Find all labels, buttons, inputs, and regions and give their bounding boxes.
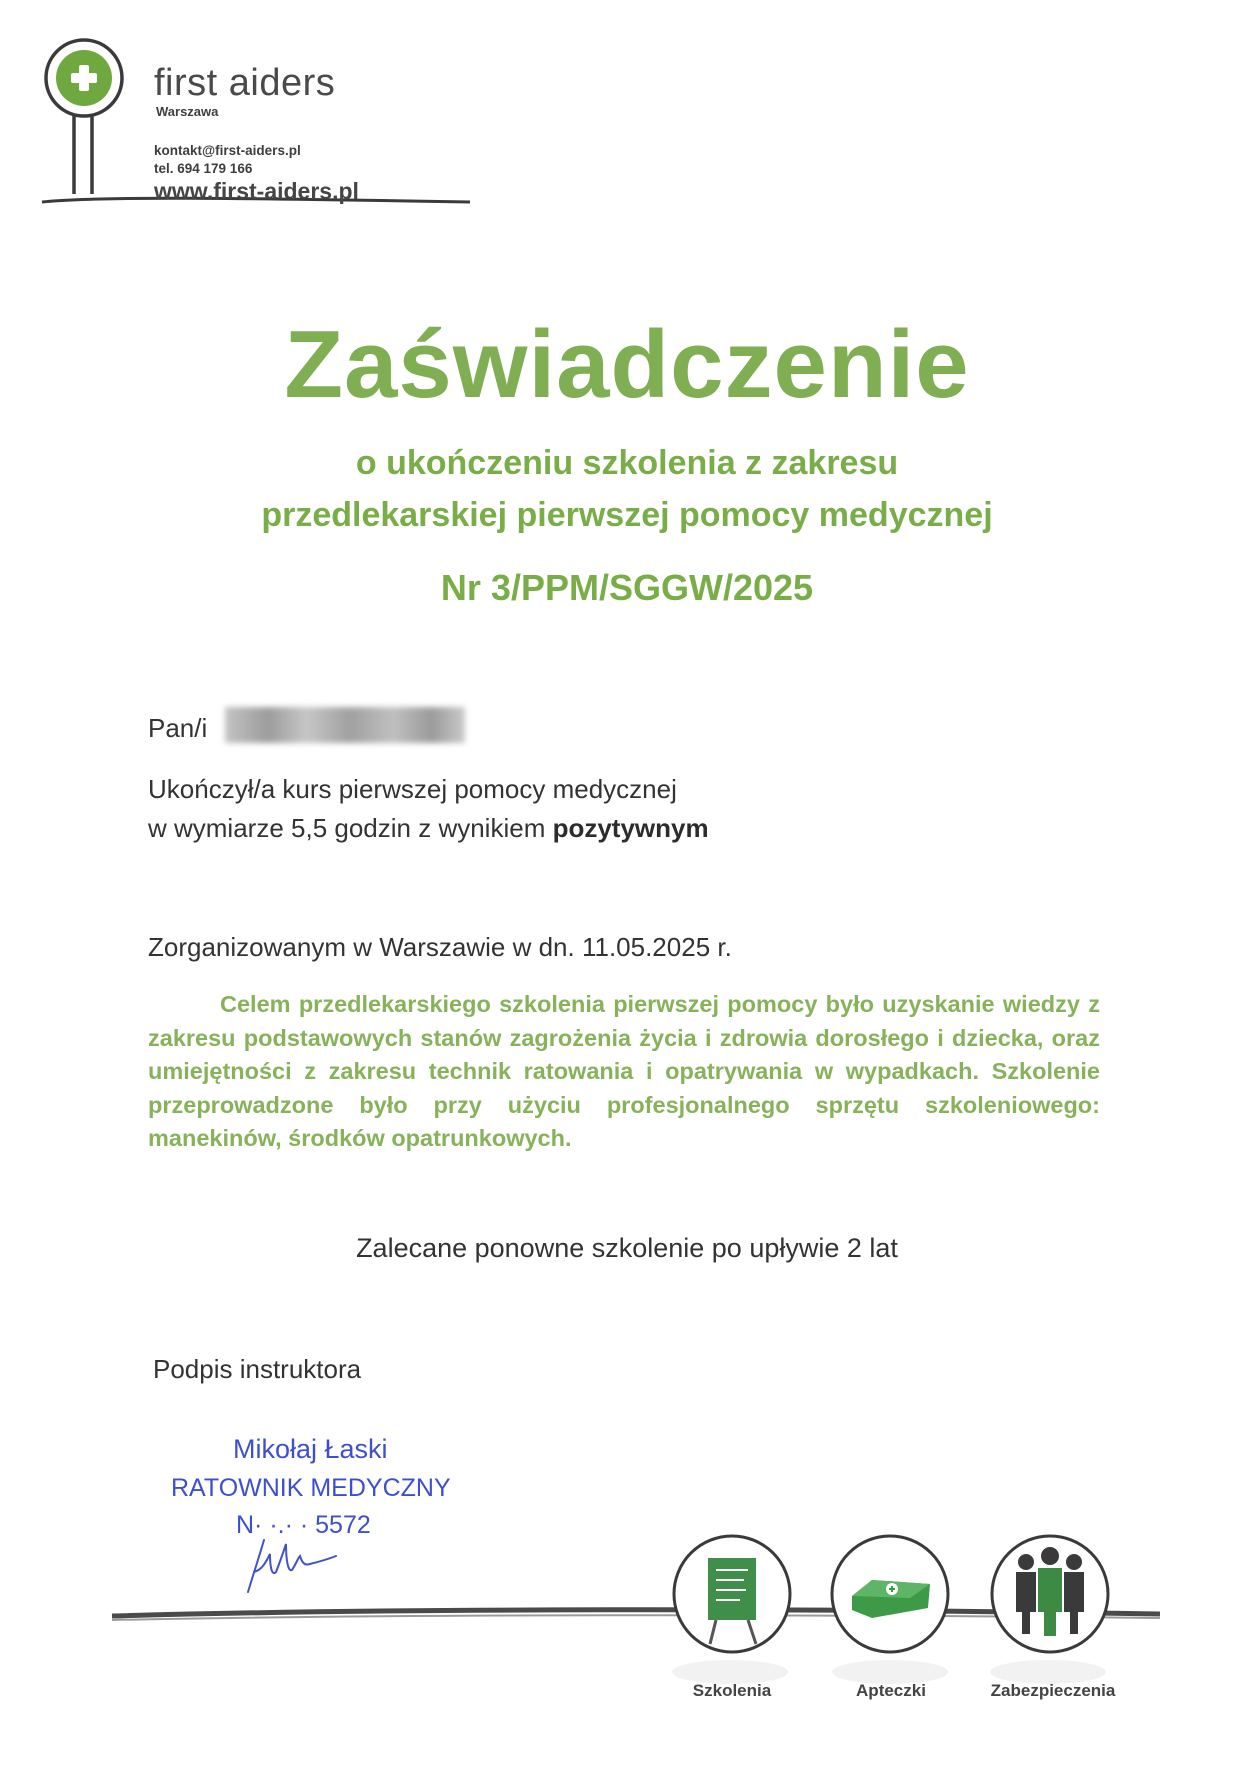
redacted-name bbox=[225, 707, 465, 743]
recommendation: Zalecane ponowne szkolenie po upływie 2 lat bbox=[356, 1233, 898, 1263]
contact-website[interactable]: www.first-aiders.pl bbox=[154, 178, 359, 204]
stamp-name: Mikołaj Łaski bbox=[233, 1434, 388, 1464]
certificate-subtitle-line1: o ukończeniu szkolenia z zakresu bbox=[355, 444, 899, 482]
brand-city: Warszawa bbox=[156, 104, 219, 119]
completed-result: pozytywnym bbox=[552, 813, 709, 843]
footer-graphics bbox=[0, 1510, 1254, 1710]
person-label: Pan/i bbox=[148, 713, 208, 743]
certificate-subtitle-line2: przedlekarskiej pierwszej pomocy medycznej bbox=[261, 496, 993, 534]
completed-line2-prefix: w wymiarze 5,5 godzin z wynikiem bbox=[148, 813, 553, 843]
stamp-number: N· ·.· · 5572 bbox=[236, 1511, 371, 1539]
contact-email[interactable]: kontakt@first-aiders.pl bbox=[154, 143, 301, 158]
certificate-title: Zaświadczenie bbox=[284, 311, 970, 418]
completed-line2 bbox=[148, 813, 709, 844]
stamp-role: RATOWNIK MEDYCZNY bbox=[171, 1474, 451, 1502]
organized-line: Zorganizowanym w Warszawie w dn. 11.05.2025 r. bbox=[148, 932, 732, 962]
course-description: Celem przedlekarskiego szkolenia pierwszej pomocy było uzyskanie wiedzy z zakresu podstawowych stanów zagrożenia życia i zdrowia dorosłego i dziecka, oraz umiejętności z zakresu technik ratowania i opatrywania w wypadkach. Szkolenie przeprowadzone było przy użyciu profesjonalnego sprzętu szkoleniowego: manekinów, środków opatrunkowych. bbox=[148, 991, 1100, 1151]
rescuers-team-icon bbox=[990, 1536, 1108, 1684]
footer-label-szkolenia[interactable]: Szkolenia bbox=[692, 1681, 772, 1700]
footer-label-apteczki[interactable]: Apteczki bbox=[856, 1681, 926, 1700]
footer-label-zabezpieczenia[interactable]: Zabezpieczenia bbox=[990, 1681, 1116, 1700]
signature-label: Podpis instruktora bbox=[153, 1354, 362, 1384]
certificate-number: Nr 3/PPM/SGGW/2025 bbox=[440, 567, 814, 608]
first-aid-kit-icon bbox=[832, 1536, 948, 1684]
brand-name: first aiders bbox=[154, 62, 336, 104]
contact-phone: tel. 694 179 166 bbox=[154, 161, 253, 176]
flipchart-icon bbox=[672, 1536, 790, 1684]
completed-line1: Ukończył/a kurs pierwszej pomocy medycznej bbox=[148, 774, 677, 804]
